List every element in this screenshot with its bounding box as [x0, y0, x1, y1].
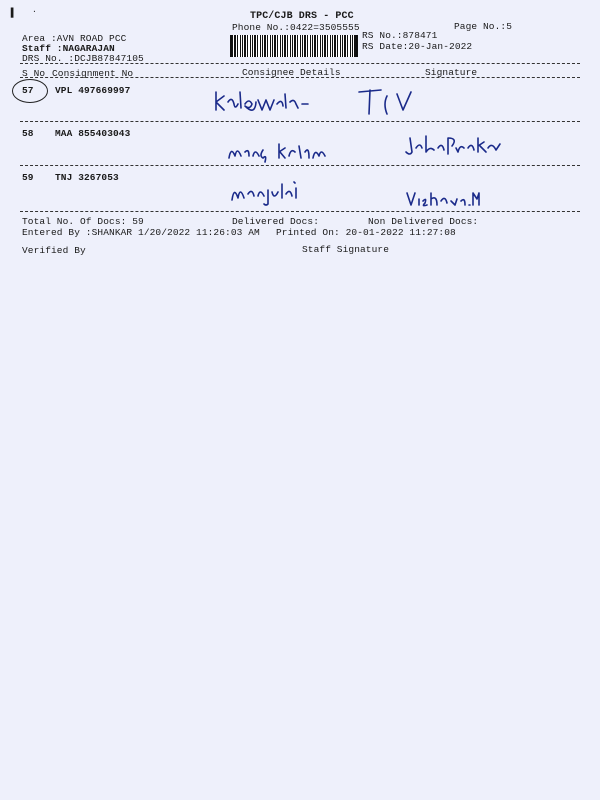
page-number: Page No.:5 [454, 21, 513, 32]
divider [20, 63, 580, 64]
divider [20, 165, 580, 166]
row-sno: 57 [22, 85, 34, 96]
printed-on: Printed On: 20-01-2022 11:27:08 [276, 227, 456, 238]
signature-handwriting [400, 130, 510, 160]
stray-mark: ▐ [8, 8, 14, 18]
signature-handwriting [355, 84, 425, 118]
page-title: TPC/CJB DRS - PCC [250, 11, 354, 22]
divider [20, 77, 580, 78]
row-consignment: VPL 497669997 [55, 85, 131, 96]
verified-by: Verified By [22, 245, 86, 256]
total-docs: Total No. Of Docs: 59 [22, 216, 144, 227]
divider [20, 211, 580, 212]
col-consignment: Consignment No [52, 68, 134, 79]
staff-label: Staff :NAGARAJAN [22, 43, 115, 54]
entered-by: Entered By :SHANKAR 1/20/2022 11:26:03 AM [22, 227, 260, 238]
divider [20, 121, 580, 122]
phone-number: Phone No.:0422=3505555 [232, 22, 360, 33]
col-consignee: Consignee Details [242, 67, 341, 78]
signature-handwriting [405, 189, 480, 209]
rs-date: RS Date:20-Jan-2022 [362, 41, 473, 52]
row-sno: 58 [22, 128, 34, 139]
stray-dot: . [32, 6, 37, 15]
col-signature: Signature [425, 67, 478, 78]
rs-number: RS No.:878471 [362, 30, 438, 41]
staff-signature: Staff Signature [302, 244, 390, 255]
barcode [230, 35, 358, 57]
non-delivered-docs: Non Delivered Docs: [368, 216, 479, 227]
col-sno: S No [22, 68, 46, 79]
row-sno: 59 [22, 172, 34, 183]
consignee-handwriting [228, 178, 328, 206]
consignee-handwriting [225, 136, 345, 164]
consignee-handwriting [212, 86, 332, 116]
row-consignment: MAA 855403043 [55, 128, 131, 139]
drs-number: DRS No. :DCJB87847105 [22, 53, 144, 64]
area-label: Area :AVN ROAD PCC [22, 33, 127, 44]
row-consignment: TNJ 3267053 [55, 172, 119, 183]
delivered-docs: Delivered Docs: [232, 216, 320, 227]
